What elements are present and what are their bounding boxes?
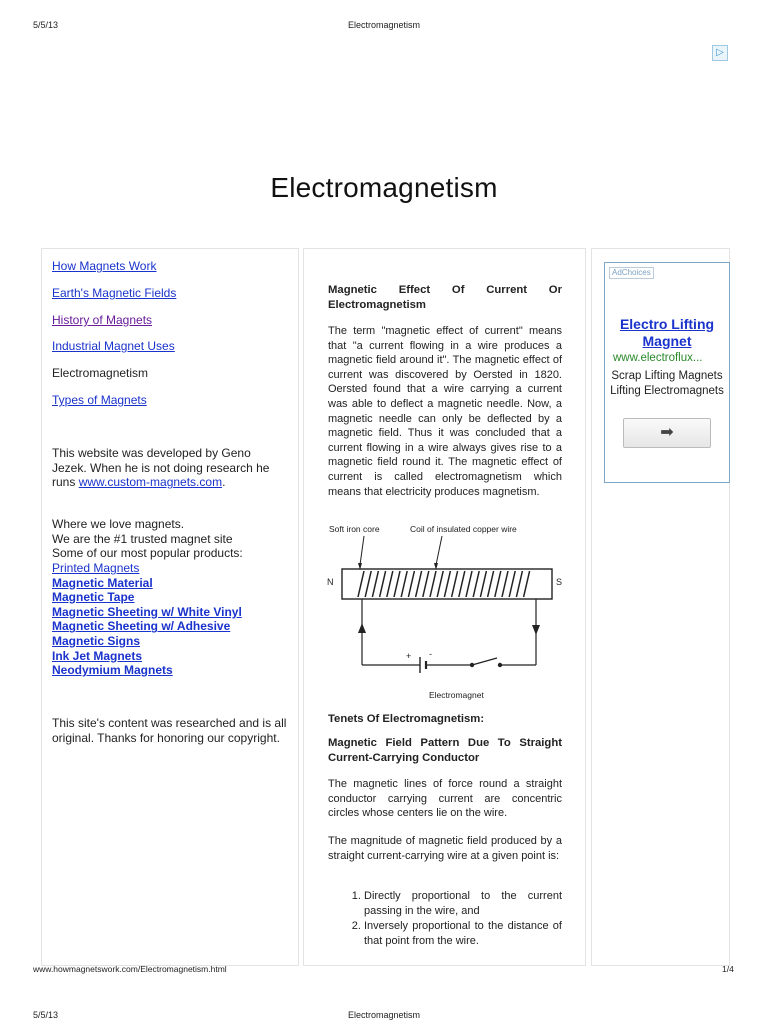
diagram-caption: Electromagnet [429, 690, 484, 700]
coil-turn [387, 571, 393, 597]
header-date: 5/5/13 [33, 20, 59, 30]
field-pattern-heading: Magnetic Field Pattern Due To Straight Current-Carrying Conductor [328, 737, 562, 764]
current-arrow-up [358, 623, 366, 633]
coil-turn [452, 571, 458, 597]
love-line-1: Where we love magnets. [52, 517, 185, 531]
article-panel [303, 248, 586, 966]
coil-turn [372, 571, 378, 597]
coil-turn [365, 571, 371, 597]
battery-plus: + [406, 651, 412, 661]
arrow-right-icon: ➡ [660, 424, 674, 441]
product-link-sheeting-adhesive[interactable]: Magnetic Sheeting w/ Adhesive [52, 619, 231, 634]
coil-turn [380, 571, 386, 597]
nav-types-of-magnets[interactable]: Types of Magnets [52, 393, 147, 407]
product-link-printed-magnets[interactable]: Printed Magnets [52, 561, 140, 575]
coil-turn [437, 571, 443, 597]
custom-magnets-link[interactable]: www.custom-magnets.com [78, 475, 223, 490]
coil-turn [408, 571, 414, 597]
coil-turn [466, 571, 472, 597]
article-para-2: The magnetic lines of force round a straight conductor carrying current are concentric circles whose centers lie on the wire. [328, 778, 562, 820]
article-para-1: The term "magnetic effect of current" means that "a current flowing in a wire produces a magnetic field around it". The magnetic effect of current was discovered by Oersted in 1820. Oersted found that a wire carrying a current was able to deflect a magnetic needle. Now, a magnetic needle can only be deflected by a magnetic field. Thus it was concluded that a current flowing in a wire always gives rise to a magnetic field round it. The magnetic effect of current is called electromagnetism which means that electricity produces magnetism. [328, 325, 562, 498]
copyright-note: This site's content was researched and is all original. Thanks for honoring our copyright. [52, 716, 287, 745]
list-item: 1. Directly proportional to the current passing in the wire, and [364, 889, 562, 918]
product-link-neodymium-magnets[interactable]: Neodymium Magnets [52, 663, 173, 678]
footer-page-number: 1/4 [722, 964, 734, 974]
developer-suffix: . [222, 475, 226, 490]
coil-turn [495, 571, 501, 597]
header-title: Electromagnetism [347, 20, 421, 30]
adchoices-badge[interactable]: AdChoices [609, 267, 654, 279]
coil-turn [473, 571, 479, 597]
diagram-pole-n: N [327, 577, 334, 587]
nav-how-magnets-work[interactable]: How Magnets Work [52, 259, 157, 273]
footer-title: Electromagnetism [347, 1010, 421, 1020]
article-heading: Magnetic Effect Of Current Or Electromagnetism [328, 284, 562, 311]
ad-url[interactable]: www.electroflux... [613, 352, 703, 364]
electromagnet-diagram [322, 521, 572, 706]
coil-turn [416, 571, 422, 597]
love-magnets-block [52, 517, 287, 561]
coil-turn [516, 571, 522, 597]
footer-date: 5/5/13 [33, 1010, 59, 1020]
footer-url: www.howmagnetswork.com/Electromagnetism.html [33, 964, 227, 974]
ad-go-button[interactable] [623, 418, 711, 448]
ad-title-link[interactable]: Electro Lifting Magnet [619, 316, 715, 349]
ad-sidebar [591, 248, 730, 966]
tenets-heading: Tenets Of Electromagnetism: [328, 713, 485, 725]
coil-turn [423, 571, 429, 597]
diagram-pole-s: S [556, 577, 563, 587]
product-link-magnetic-material[interactable]: Magnetic Material [52, 575, 153, 590]
product-link-magnetic-tape[interactable]: Magnetic Tape [52, 590, 135, 605]
love-line-3: Some of our most popular products: [52, 546, 243, 561]
coil-turn [430, 571, 436, 597]
product-link-sheeting-white-vinyl[interactable]: Magnetic Sheeting w/ White Vinyl [52, 604, 242, 619]
adchoices-triangle-icon[interactable]: ▷ [712, 45, 728, 61]
coil-turn [480, 571, 486, 597]
coil-turn [358, 571, 364, 597]
diagram-label-coil: Coil of insulated copper wire [410, 524, 517, 534]
current-arrow-down [532, 625, 540, 635]
left-sidebar [41, 248, 299, 966]
developer-text: This website was developed by Geno Jezek. When he is not doing research he runs [52, 446, 270, 490]
article-para-3: The magnitude of magnetic field produced by a straight current-carrying wire at a given point is: [328, 835, 562, 862]
nav-industrial-magnet-uses[interactable]: Industrial Magnet Uses [52, 339, 175, 353]
coil-turn [524, 571, 530, 597]
diagram-label-core: Soft iron core [329, 524, 380, 534]
coil-turn [509, 571, 515, 597]
product-link-ink-jet-magnets[interactable]: Ink Jet Magnets [52, 648, 143, 663]
coil-turn [394, 571, 400, 597]
page-title: Electromagnetism [270, 172, 498, 203]
switch-lever [472, 658, 497, 665]
battery-minus: - [429, 649, 432, 659]
nav-earths-magnetic-fields[interactable]: Earth's Magnetic Fields [52, 286, 177, 300]
coil-turn [459, 571, 465, 597]
list-item: 2. Inversely proportional to the distance of that point from the wire. [364, 919, 562, 948]
nav-electromagnetism-current: Electromagnetism [52, 366, 149, 380]
product-link-magnetic-signs[interactable]: Magnetic Signs [52, 633, 141, 648]
nav-history-of-magnets[interactable]: History of Magnets [52, 313, 153, 327]
coil-windings [358, 571, 530, 597]
developer-note [52, 446, 287, 490]
love-line-2: We are the #1 trusted magnet site [52, 531, 233, 546]
ad-box[interactable] [604, 262, 730, 483]
article-list [328, 889, 562, 949]
coil-turn [502, 571, 508, 597]
ad-description: Scrap Lifting Magnets Lifting Electromagnets [610, 370, 724, 397]
product-links [52, 561, 242, 678]
coil-turn [488, 571, 494, 597]
coil-turn [401, 571, 407, 597]
coil-turn [444, 571, 450, 597]
